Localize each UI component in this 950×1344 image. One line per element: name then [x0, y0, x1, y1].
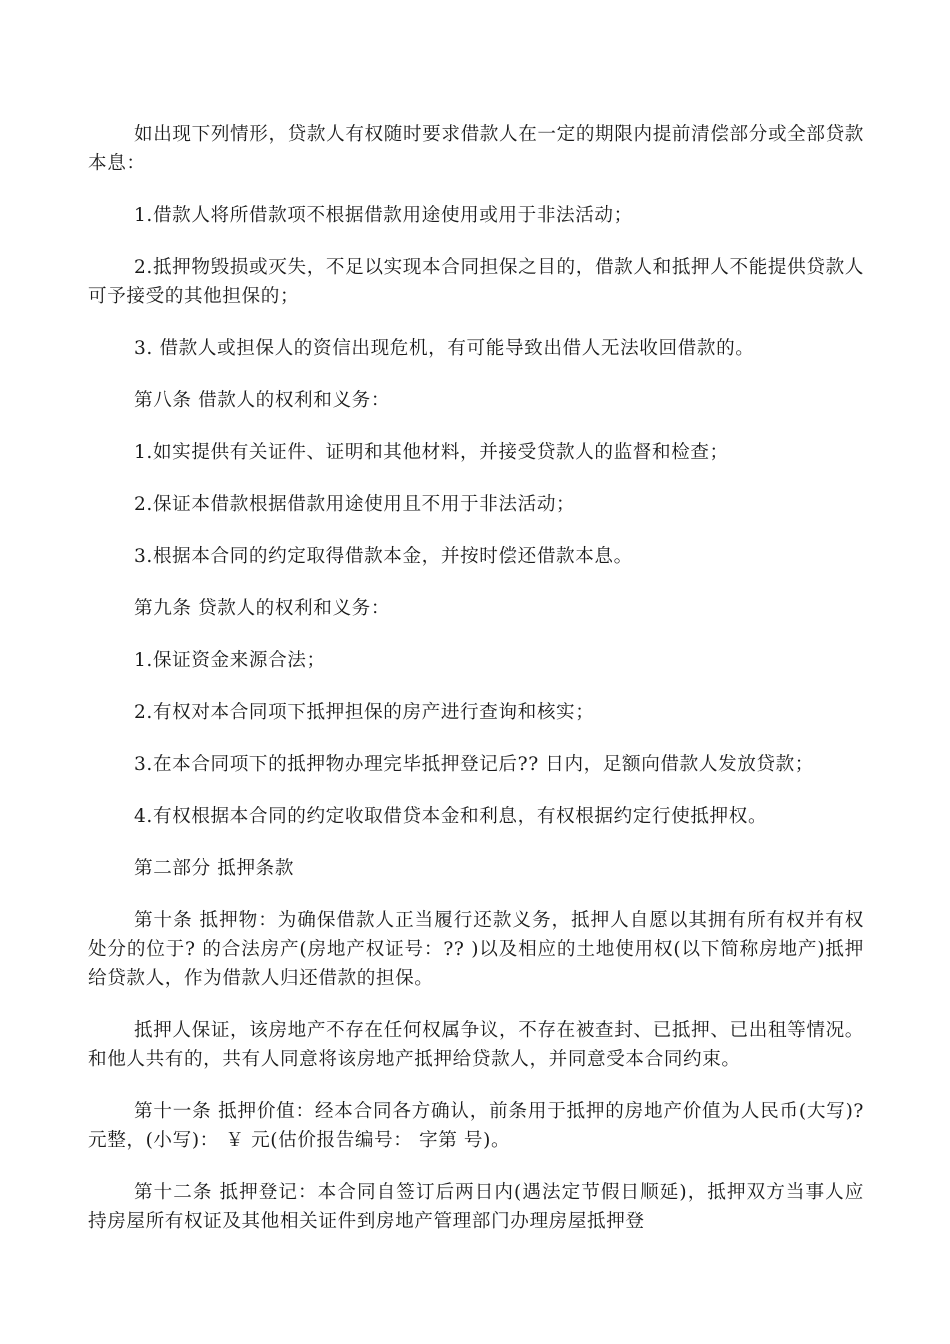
heading-article-9: 第九条 贷款人的权利和义务：: [134, 598, 391, 619]
paragraph-condition-3: 3. 借款人或担保人的资信出现危机，有可能导致出借人无法收回借款的。: [134, 338, 755, 359]
paragraph-article-10: 第十条 抵押物：为确保借款人正当履行还款义务，抵押人自愿以其拥有所有权并有权处分的位于? 的合法房产(房地产权证号：?? )以及相应的土地使用权(以下简称房地产)抵押给贷款人，作为借款人归还借款的担保。: [88, 910, 864, 989]
paragraph-borrower-duty-2: 2.保证本借款根据借款用途使用且不用于非法活动；: [134, 494, 576, 515]
paragraph-lender-duty-1: 1.保证资金来源合法；: [134, 650, 326, 671]
paragraph-condition-1: 1.借款人将所借款项不根据借款用途使用或用于非法活动；: [134, 205, 633, 226]
document-body: [88, 120, 864, 1259]
paragraph-article-12: 第十二条 抵押登记：本合同自签订后两日内(遇法定节假日顺延)，抵押双方当事人应持房屋所有权证及其他相关证件到房地产管理部门办理房屋抵押登: [88, 1182, 864, 1232]
paragraph-early-repayment-conditions: 如出现下列情形，贷款人有权随时要求借款人在一定的期限内提前清偿部分或全部贷款本息：: [88, 124, 864, 174]
paragraph-lender-duty-3: 3.在本合同项下的抵押物办理完毕抵押登记后?? 日内，足额向借款人发放贷款；: [134, 754, 814, 775]
paragraph-lender-duty-2: 2.有权对本合同项下抵押担保的房产进行查询和核实；: [134, 702, 595, 723]
paragraph-lender-duty-4: 4.有权根据本合同的约定收取借贷本金和利息，有权根据约定行使抵押权。: [134, 806, 768, 827]
paragraph-borrower-duty-3: 3.根据本合同的约定取得借款本金，并按时偿还借款本息。: [134, 546, 633, 567]
paragraph-borrower-duty-1: 1.如实提供有关证件、证明和其他材料，并接受贷款人的监督和检查；: [134, 442, 729, 463]
heading-article-8: 第八条 借款人的权利和义务：: [134, 390, 391, 411]
paragraph-mortgagor-guarantee: 抵押人保证，该房地产不存在任何权属争议，不存在被查封、已抵押、已出租等情况。和他人共有的，共有人同意将该房地产抵押给贷款人，并同意受本合同约束。: [88, 1020, 864, 1070]
paragraph-condition-2: 2.抵押物毁损或灭失，不足以实现本合同担保之目的，借款人和抵押人不能提供贷款人可予接受的其他担保的；: [88, 257, 864, 307]
paragraph-article-11: 第十一条 抵押价值：经本合同各方确认，前条用于抵押的房地产价值为人民币(大写)? 元整，(小写)： ￥ 元(估价报告编号： 字第 号)。: [88, 1101, 864, 1151]
heading-part-2: 第二部分 抵押条款: [134, 858, 295, 879]
